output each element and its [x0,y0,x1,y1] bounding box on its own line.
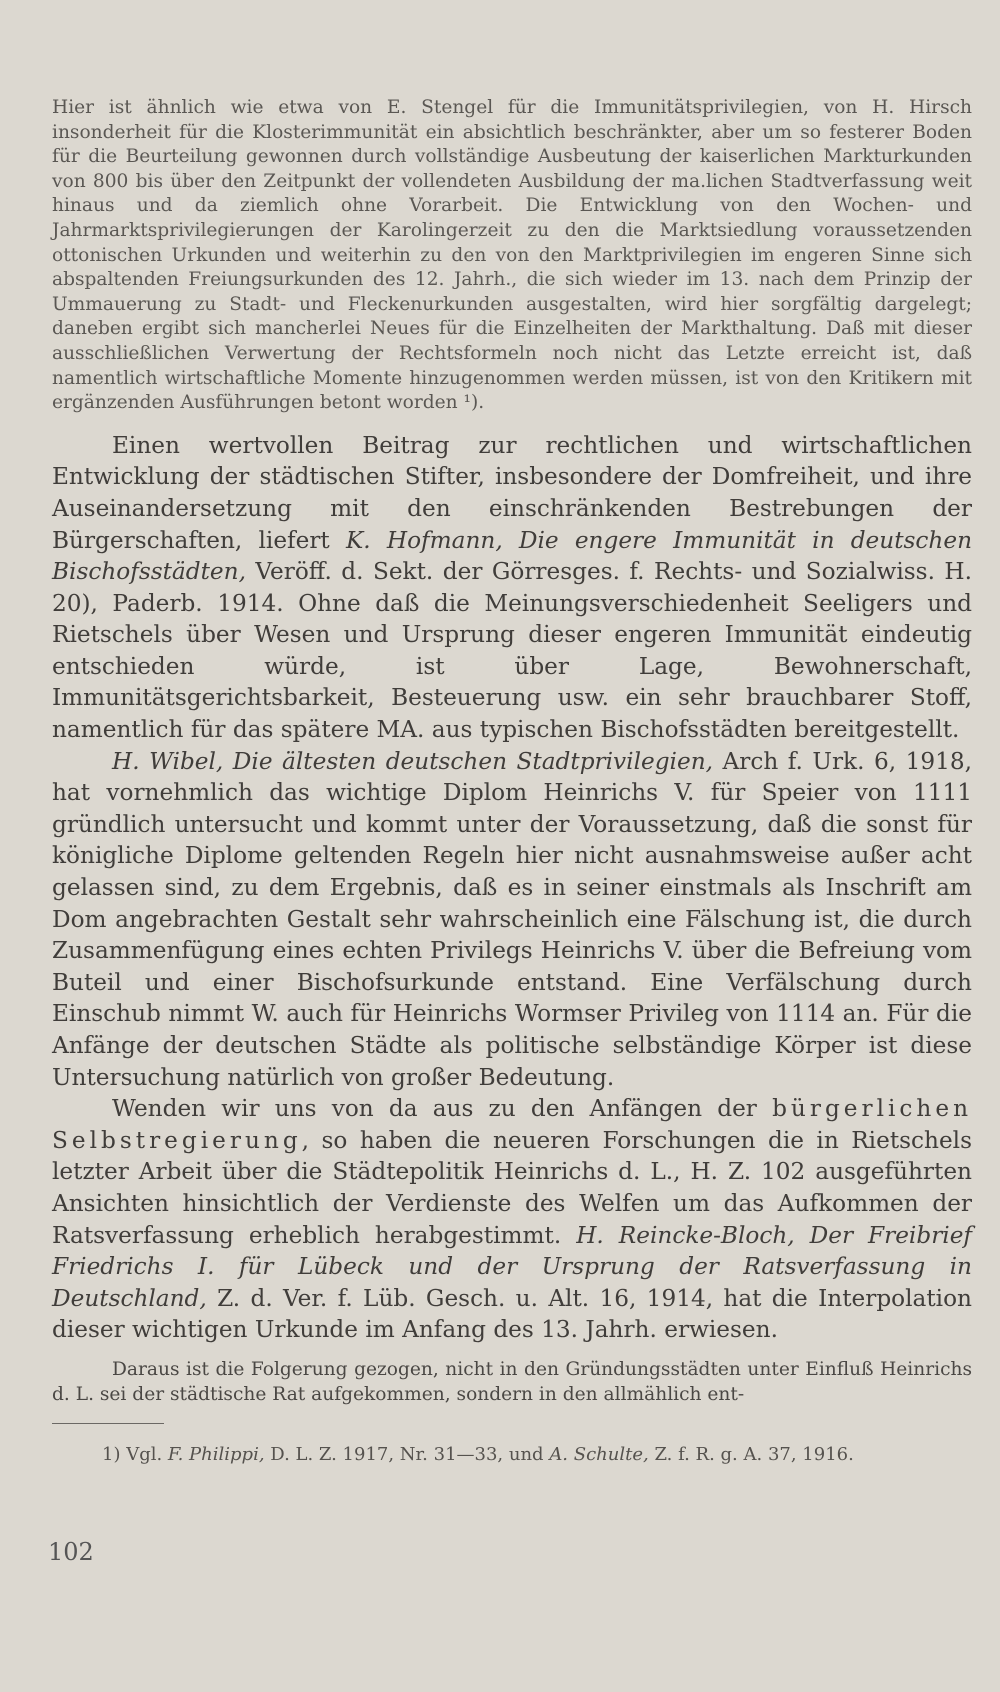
paragraph-4-text-c: Z. d. Ver. f. Lüb. Gesch. u. Alt. 16, 1914, hat die Interpolation dieser wichtigen Urkunde im Anfang des 13. Jahrh. erwiesen. [52,1284,972,1344]
footnote-divider [52,1423,164,1424]
footnote-text-b: D. L. Z. 1917, Nr. 31—33, und [264,1444,550,1466]
paragraph-2-citation: K. Hofmann, Die engere Immunität in deutschen Bischofsstädten, [52,526,973,586]
paragraph-1: Hier ist ähnlich wie etwa von E. Stengel für die Immunitätsprivilegien, von H. Hirsch insonderheit für die Klosterimmunität ein absichtlich beschränkter, aber um so festerer Boden für die Beurteilung gewonnen durch vollständige Ausbeutung der kaiserlichen Markturkunden von 800 bis über den Zeitpunkt der vollendeten Ausbildung der ma.lichen Stadtverfassung weit hinaus und da ziemlich ohne Vorarbeit. Die Entwicklung von den Wochen- und Jahrmarktsprivilegierungen der Karolingerzeit zu den die Marktsiedlung voraussetzenden ottonischen Urkunden und weiterhin zu den von den Marktprivilegien im engeren Sinne sich abspaltenden Freiungsurkunden des 12. Jahrh., die sich wieder im 13. nach dem Prinzip der Ummauerung zu Stadt- und Fleckenurkunden ausgestalten, wird hier sorgfältig dargelegt; daneben ergibt sich mancherlei Neues für die Einzelheiten der Markthaltung. Daß mit dieser ausschließlichen Verwertung der Rechtsformeln noch nicht das Letzte erreicht ist, daß namentlich wirtschaftliche Momente hinzugenommen werden müssen, ist von den Kritikern mit ergänzenden Ausführungen betont worden ¹). [52,97,972,414]
paragraph-3-text: Arch f. Urk. 6, 1918, hat vornehmlich das wichtige Diplom Heinrichs V. für Speier von 1111 gründlich untersucht und kommt unter der Voraussetzung, daß die sonst für königliche Diplome geltenden Regeln hier nicht ausnahmsweise außer acht gelassen sind, zu dem Ergebnis, daß es in seiner einstmals als Inschrift am Dom angebrachten Gestalt sehr wahrscheinlich eine Fälschung ist, die durch Zusammenfügung eines echten Privilegs Heinrichs V. über die Befreiung vom Buteil und einer Bischofsurkunde entstand. Eine Verfälschung durch Einschub nimmt W. auch für Heinrichs Wormser Privileg von 1114 an. Für die Anfänge der deutschen Städte als politische selbständige Körper ist diese Untersuchung natürlich von großer Bedeutung. [52,747,972,1091]
footnote-text-c: Z. f. R. g. A. 37, 1916. [648,1444,854,1466]
paragraph-4-text-a: Wenden wir uns von da aus zu den Anfängen der [112,1095,773,1123]
paragraph-4-citation: H. Reincke-Bloch, Der Freibrief Friedrichs I. für Lübeck und der Ursprung der Ratsverfassung in Deutschland, [52,1221,972,1312]
footnote-author-1: F. Philippi, [167,1444,265,1466]
footnote-text-a: 1) Vgl. [102,1444,168,1466]
paragraph-4-spaced-term: bürgerlichen Selbstregierung [52,1095,972,1154]
paragraph-2 [52,430,972,746]
paragraph-4-text-b: , so haben die neueren Forschungen die in Rietschels letzter Arbeit über die Städtepolitik Heinrichs d. L., H. Z. 102 ausgeführten Ansichten hinsichtlich der Verdienste des Welfen um das Aufkommen der Ratsverfassung erheblich herabgestimmt. [52,1126,972,1249]
paragraph-5: Daraus ist die Folgerung gezogen, nicht in den Gründungsstädten unter Einfluß Heinrichs d. L. sei der städtische Rat aufgekommen, sondern in den allmählich ent- [52,1358,972,1405]
paragraph-3 [52,746,972,1094]
page-number: 102 [48,1538,94,1566]
paragraph-2-text-b: Veröff. d. Sekt. der Görresges. f. Rechts- und Sozialwiss. H. 20), Paderb. 1914. Ohne daß die Meinungsverschiedenheit Seeligers und Rietschels über Wesen und Ursprung dieser engeren Immunität eindeutig entschieden würde, ist über Lage, Bewohnerschaft, Immunitätsgerichtsbarkeit, Besteuerung usw. ein sehr brauchbarer Stoff, namentlich für das spätere MA. aus typischen Bischofsstädten bereitgestellt. [52,558,972,744]
paragraph-2-text-a: Einen wertvollen Beitrag zur rechtlichen und wirtschaftlichen Entwicklung der städtischen Stifter, insbesondere der Domfreiheit, und ihre Auseinandersetzung mit den einschränkenden Bestrebungen der Bürgerschaften, liefert [52,431,972,554]
footnote-author-2: A. Schulte, [549,1444,649,1466]
paragraph-4 [52,1093,972,1346]
paragraph-3-citation: H. Wibel, Die ältesten deutschen Stadtprivilegien, [112,747,713,775]
footnote [52,1442,972,1467]
